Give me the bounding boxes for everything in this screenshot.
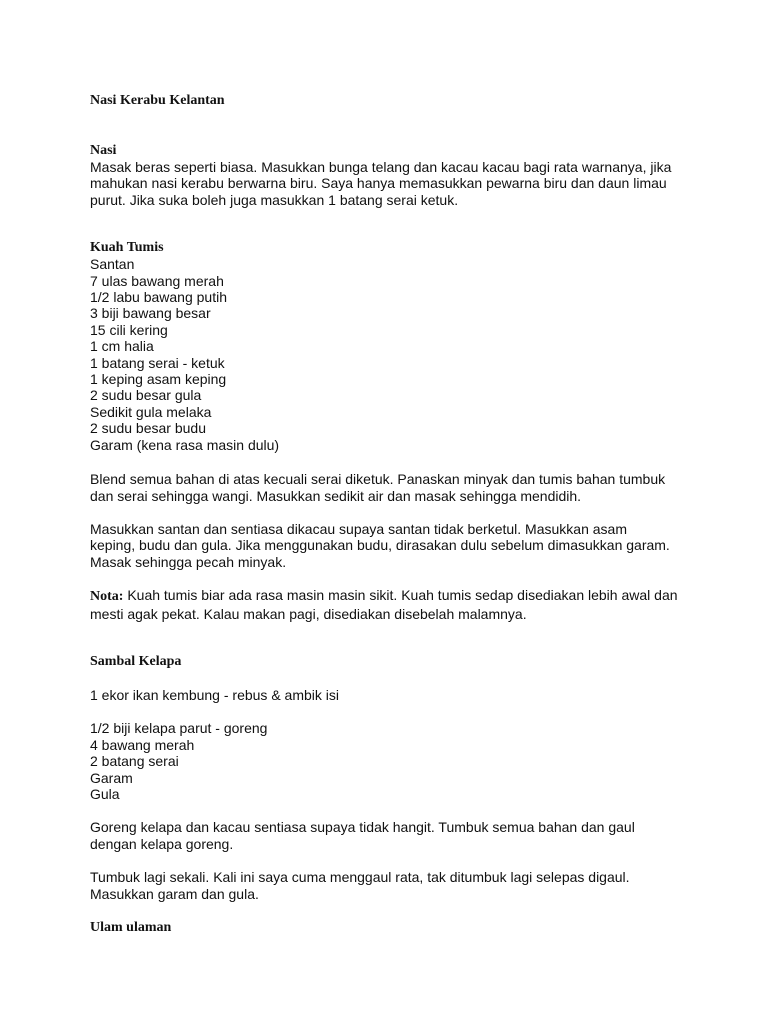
list-item: 1/2 biji kelapa parut - goreng [90, 720, 268, 737]
document-content [90, 92, 710, 936]
list-item: 2 sudu besar budu [90, 420, 206, 437]
list-item: 1 keping asam keping [90, 371, 227, 388]
sambal-step-1: Goreng kelapa dan kacau sentiasa supaya tidak hangit. Tumbuk semua bahan dan gaul dengan kelapa goreng. [90, 819, 635, 852]
list-item: Garam (kena rasa masin dulu) [90, 436, 280, 453]
list-item: 2 batang serai [90, 753, 179, 770]
list-item: 15 cili kering [90, 321, 168, 338]
list-item: 3 biji bawang besar [90, 305, 211, 322]
sambal-fish-line: 1 ekor ikan kembung - rebus & ambik isi [90, 686, 339, 703]
kuah-tumis-step-2: Masukkan santan dan sentiasa dikacau supaya santan tidak berketul. Masukkan asam keping, budu dan gula. Jika menggunakan budu, dirasakan dulu sebelum dimasukkan garam. Masak sehingga pecah minyak. [90, 520, 670, 570]
list-item: 4 bawang merah [90, 736, 195, 753]
kuah-tumis-step-1: Blend semua bahan di atas kecuali serai diketuk. Panaskan minyak dan tumis bahan tumbuk dan serai sehingga wangi. Masukkan sedikit air dan masak sehingga mendidih. [90, 471, 666, 504]
kuah-tumis-note [90, 587, 690, 622]
list-item: Sedikit gula melaka [90, 403, 212, 420]
list-item: 7 ulas bawang merah [90, 272, 224, 289]
list-item: Gula [90, 785, 120, 802]
list-item: Santan [90, 256, 135, 273]
list-item: 2 sudu besar gula [90, 387, 202, 404]
section-heading-sambal-kelapa: Sambal Kelapa [90, 653, 182, 669]
sambal-ingredient-list [90, 720, 710, 802]
note-label: Nota: [90, 589, 124, 605]
nasi-paragraph: Masak beras seperti biasa. Masukkan bunga telang dan kacau kacau bagi rata warnanya, jika mahukan nasi kerabu berwarna biru. Saya hanya memasukkan pewarna biru dan daun limau purut. Jika suka boleh juga masukkan 1 batang serai ketuk. [90, 159, 672, 208]
document-title: Nasi Kerabu Kelantan [90, 93, 225, 108]
section-heading-nasi: Nasi [90, 143, 117, 158]
list-item: Garam [90, 769, 133, 786]
kuah-tumis-ingredient-list [90, 256, 710, 453]
list-item: 1 batang serai - ketuk [90, 354, 225, 371]
note-text: Kuah tumis biar ada rasa masin masin sikit. Kuah tumis sedap disediakan lebih awal dan mesti agak pekat. Kalau makan pagi, disediakan disebelah malamnya. [90, 587, 678, 622]
section-heading-ulam-ulaman: Ulam ulaman [90, 920, 172, 935]
list-item: 1 cm halia [90, 338, 154, 355]
list-item: 1/2 labu bawang putih [90, 289, 227, 306]
section-heading-kuah-tumis: Kuah Tumis [90, 240, 164, 256]
sambal-step-2: Tumbuk lagi sekali. Kali ini saya cuma menggaul rata, tak ditumbuk lagi selepas digaul. Masukkan garam dan gula. [90, 869, 630, 902]
